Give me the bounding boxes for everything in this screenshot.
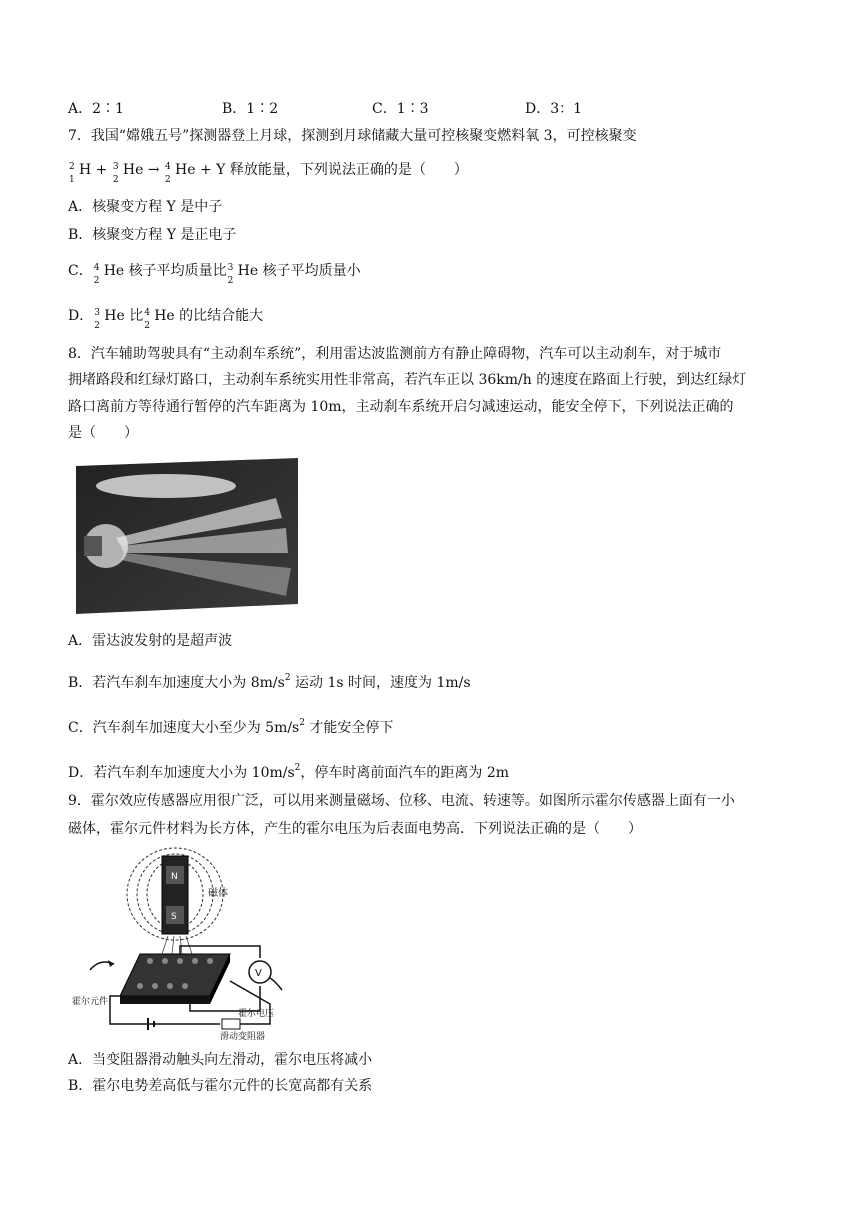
hall-voltage-label: 霍尔电压 [238, 1009, 275, 1019]
q6-option-a: A．2∶1 [68, 101, 124, 117]
q8-stem-line-4: 是（ ） [68, 425, 138, 441]
q6-option-b: B．1∶2 [222, 101, 279, 117]
q7-stem-suffix: 释放能量，下列说法正确的是（ ） [229, 162, 468, 178]
q7-option-c: C． 4 2 He 核子平均质量比 3 2 He 核子平均质量小 [68, 263, 361, 286]
radar-car-photo [76, 458, 298, 614]
q8-stem-line-1: 8．汽车辅助驾驶具有“主动刹车系统”，利用雷达波监测前方有静止障碍物，汽车可以主动刹车，对于城市 [68, 346, 722, 362]
label-n: N [171, 872, 178, 882]
q7-equation-line [68, 160, 468, 185]
q6-option-c: C．1∶3 [372, 101, 429, 117]
q9-option-b: B．霍尔电势差高低与霍尔元件的长宽高都有关系 [68, 1078, 373, 1094]
rheostat-label: 滑动变阻器 [220, 1032, 266, 1042]
q8-option-b: B．若汽车刹车加速度大小为 $8m/s^2$ 运动 1s 时间，速度为 1m/s [68, 673, 471, 691]
q9-stem-line-1: 9．霍尔效应传感器应用很广泛，可以用来测量磁场、位移、电流、转速等。如图所示霍尔传感器上面有一小 [68, 793, 735, 809]
q6-option-d: D．3：1 [525, 101, 583, 117]
q7-stem-line-1: 7．我国“嫦娥五号”探测器登上月球，探测到月球储藏大量可控核聚变燃料氧 3，可控核聚变 [68, 128, 637, 144]
q7-option-a: A．核聚变方程 Y 是中子 [68, 199, 223, 215]
label-s: S [171, 912, 177, 922]
h2-nuclide: 2 1 [69, 162, 75, 185]
q7-option-d: D． 3 2 He 比 4 2 He 的比结合能大 [68, 308, 264, 331]
q9-option-a: A．当变阻器滑动触头向左滑动，霍尔电压将减小 [68, 1052, 373, 1068]
hall-element-label: 霍尔元件 [72, 997, 109, 1007]
magnet-label: 磁体 [208, 888, 228, 899]
y-term: + Y [199, 162, 226, 178]
q8-option-c: C．汽车刹车加速度大小至少为 $5m/s^2$ 才能安全停下 [68, 718, 394, 736]
q8-option-a: A．雷达波发射的是超声波 [68, 633, 233, 649]
q8-option-d: D．若汽车刹车加速度大小为 $10m/s^2$，停车时离前面汽车的距离为 2m [68, 763, 510, 781]
he3-nuclide: 3 2 [112, 162, 119, 185]
q8-stem-line-2: 拥堵路段和红绿灯路口，主动刹车系统实用性非常高，若汽车正以 36km/h 的速度在路面上行驶，到达红绿灯 [68, 372, 747, 388]
he-symbol: He [122, 162, 144, 178]
hall-sensor-diagram [70, 846, 300, 1042]
he4-nuclide: 4 2 [165, 162, 171, 185]
voltmeter-label: V [255, 968, 262, 979]
arrow-icon: → [147, 162, 160, 178]
q7-option-b: B．核聚变方程 Y 是正电子 [68, 227, 237, 243]
plus-sign: + [95, 162, 108, 178]
h-symbol: H [79, 162, 92, 178]
q8-stem-line-3: 路口离前方等待通行暂停的汽车距离为 10m，主动刹车系统开启匀减速运动，能安全停下，下列说法正确的 [68, 399, 734, 415]
rheostat-icon [222, 1019, 240, 1029]
he-symbol: He [175, 162, 196, 178]
q9-stem-line-2: 磁体，霍尔元件材料为长方体，产生的霍尔电压为后表面电势高．下列说法正确的是（ ） [68, 821, 642, 837]
